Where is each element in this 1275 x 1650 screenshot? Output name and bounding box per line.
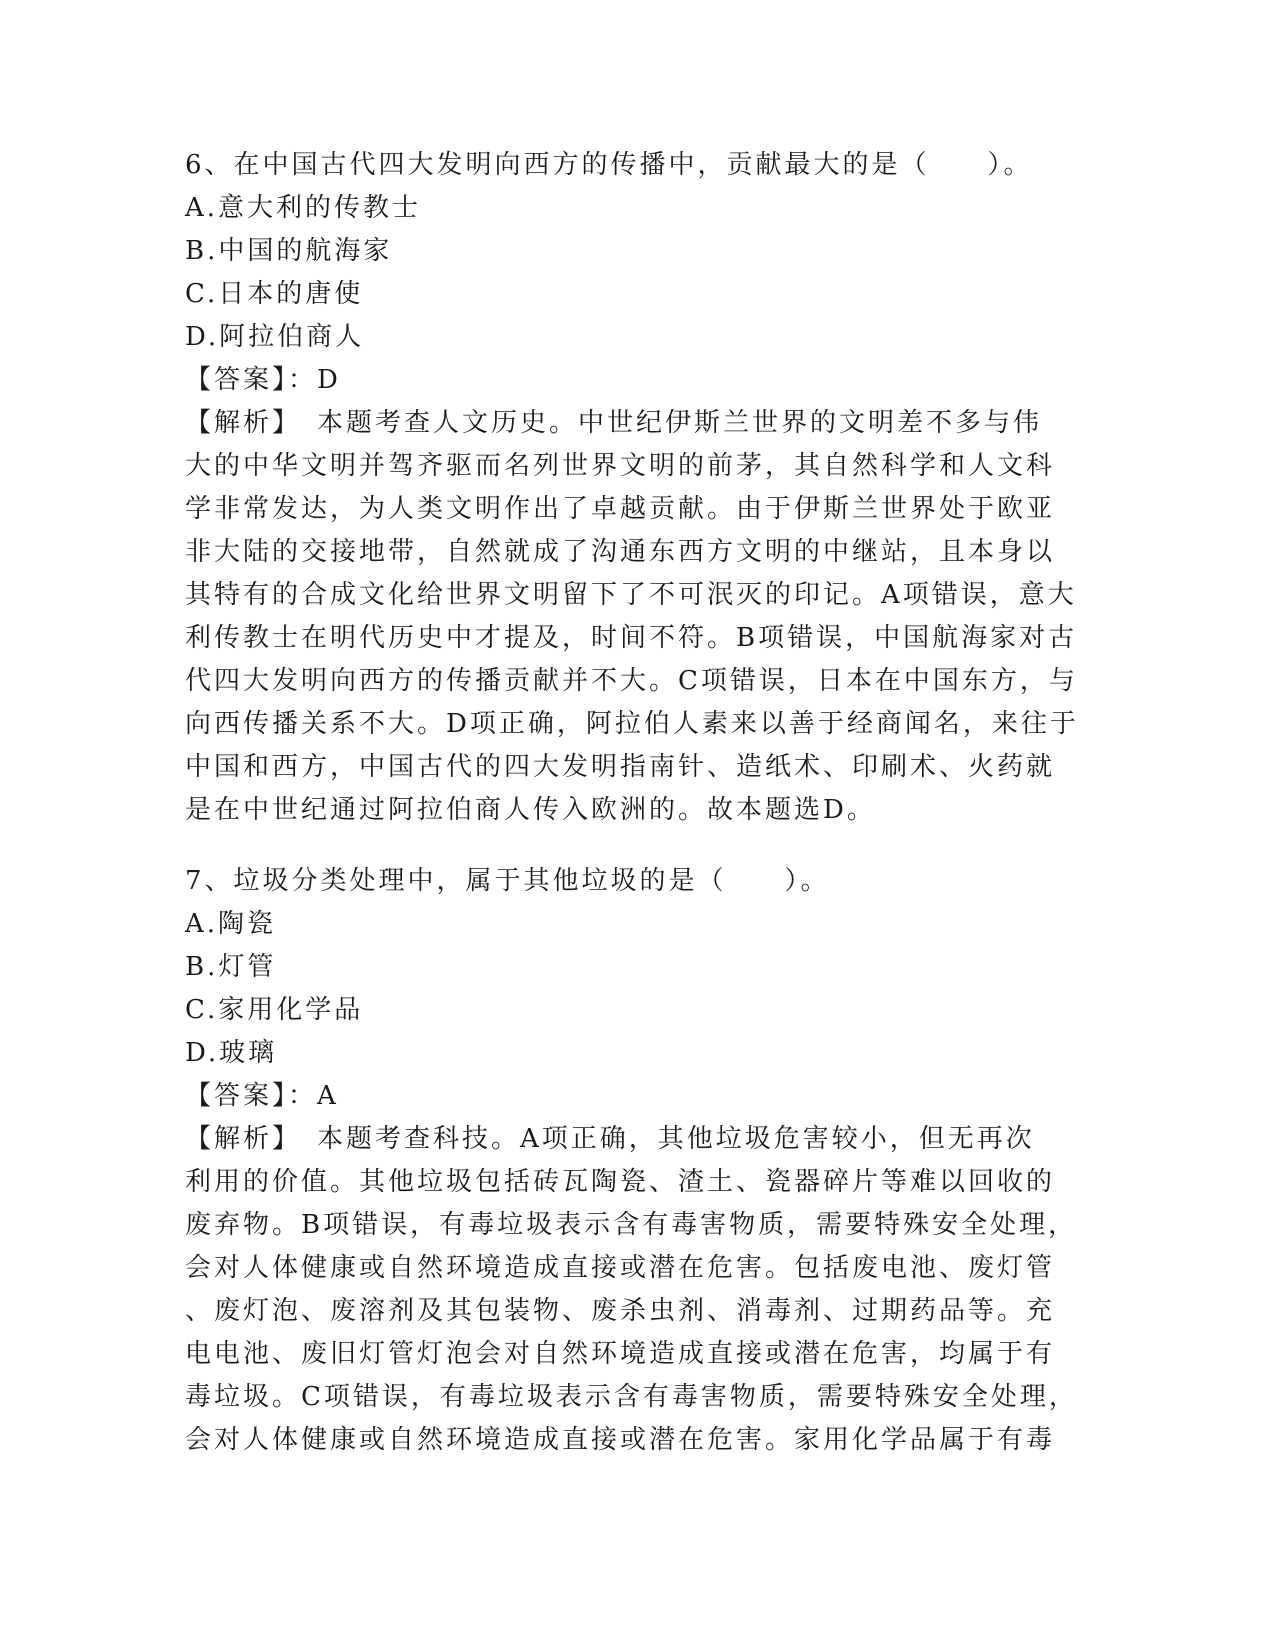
- question-spacer: [185, 832, 1090, 860]
- question-stem: 6、在中国古代四大发明向西方的传播中，贡献最大的是（ ）。: [185, 150, 1033, 180]
- analysis-line: 利用的价值。其他垃圾包括砖瓦陶瓷、渣土、瓷器碎片等难以回收的: [185, 1167, 1056, 1197]
- analysis-block: [185, 402, 1090, 832]
- question-stem: 7、垃圾分类处理中，属于其他垃圾的是（ ）。: [185, 866, 830, 896]
- analysis-line: 、废灯泡、废溶剂及其包装物、废杀虫剂、消毒剂、过期药品等。充: [185, 1296, 1056, 1326]
- answer-line: 【答案】：D: [185, 365, 341, 395]
- analysis-line: 电电池、废旧灯管灯泡会对自然环境造成直接或潜在危害，均属于有: [185, 1339, 1056, 1369]
- option-d: D.玻璃: [185, 1038, 278, 1068]
- analysis-line: 【解析】 本题考查科技。A项正确，其他垃圾危害较小，但无再次: [185, 1124, 1035, 1154]
- question-6: [185, 144, 1090, 832]
- analysis-line: 毒垃圾。C项错误，有毒垃圾表示含有毒害物质，需要特殊安全处理，: [185, 1382, 1078, 1412]
- analysis-line: 学非常发达，为人类文明作出了卓越贡献。由于伊斯兰世界处于欧亚: [185, 494, 1056, 524]
- analysis-line: 代四大发明向西方的传播贡献并不大。C项错误，日本在中国东方，与: [185, 666, 1078, 696]
- option-b: B.中国的航海家: [185, 236, 393, 266]
- document-page: [185, 144, 1090, 1462]
- analysis-line: 其特有的合成文化给世界文明留下了不可泯灭的印记。A项错误，意大: [185, 580, 1077, 610]
- option-d: D.阿拉伯商人: [185, 322, 365, 352]
- analysis-line: 会对人体健康或自然环境造成直接或潜在危害。家用化学品属于有毒: [185, 1425, 1056, 1455]
- option-c: C.家用化学品: [185, 995, 364, 1025]
- analysis-line: 是在中世纪通过阿拉伯商人传入欧洲的。故本题选D。: [185, 795, 876, 825]
- option-a: A.陶瓷: [185, 909, 277, 939]
- option-b: B.灯管: [185, 952, 277, 982]
- option-a: A.意大利的传教士: [185, 193, 422, 223]
- question-7: [185, 860, 1090, 1462]
- analysis-line: 中国和西方，中国古代的四大发明指南针、造纸术、印刷术、火药就: [185, 752, 1056, 782]
- option-c: C.日本的唐使: [185, 279, 364, 309]
- analysis-line: 大的中华文明并驾齐驱而名列世界文明的前茅，其自然科学和人文科: [185, 451, 1056, 481]
- analysis-line: 向西传播关系不大。D项正确，阿拉伯人素来以善于经商闻名，来往于: [185, 709, 1079, 739]
- analysis-block: [185, 1118, 1090, 1462]
- analysis-line: 会对人体健康或自然环境造成直接或潜在危害。包括废电池、废灯管: [185, 1253, 1056, 1283]
- analysis-line: 利传教士在明代历史中才提及，时间不符。B项错误，中国航海家对古: [185, 623, 1078, 653]
- analysis-line: 废弃物。B项错误，有毒垃圾表示含有毒害物质，需要特殊安全处理，: [185, 1210, 1078, 1240]
- answer-line: 【答案】：A: [185, 1081, 339, 1111]
- analysis-line: 【解析】 本题考查人文历史。中世纪伊斯兰世界的文明差不多与伟: [185, 408, 1043, 438]
- analysis-line: 非大陆的交接地带，自然就成了沟通东西方文明的中继站，且本身以: [185, 537, 1056, 567]
